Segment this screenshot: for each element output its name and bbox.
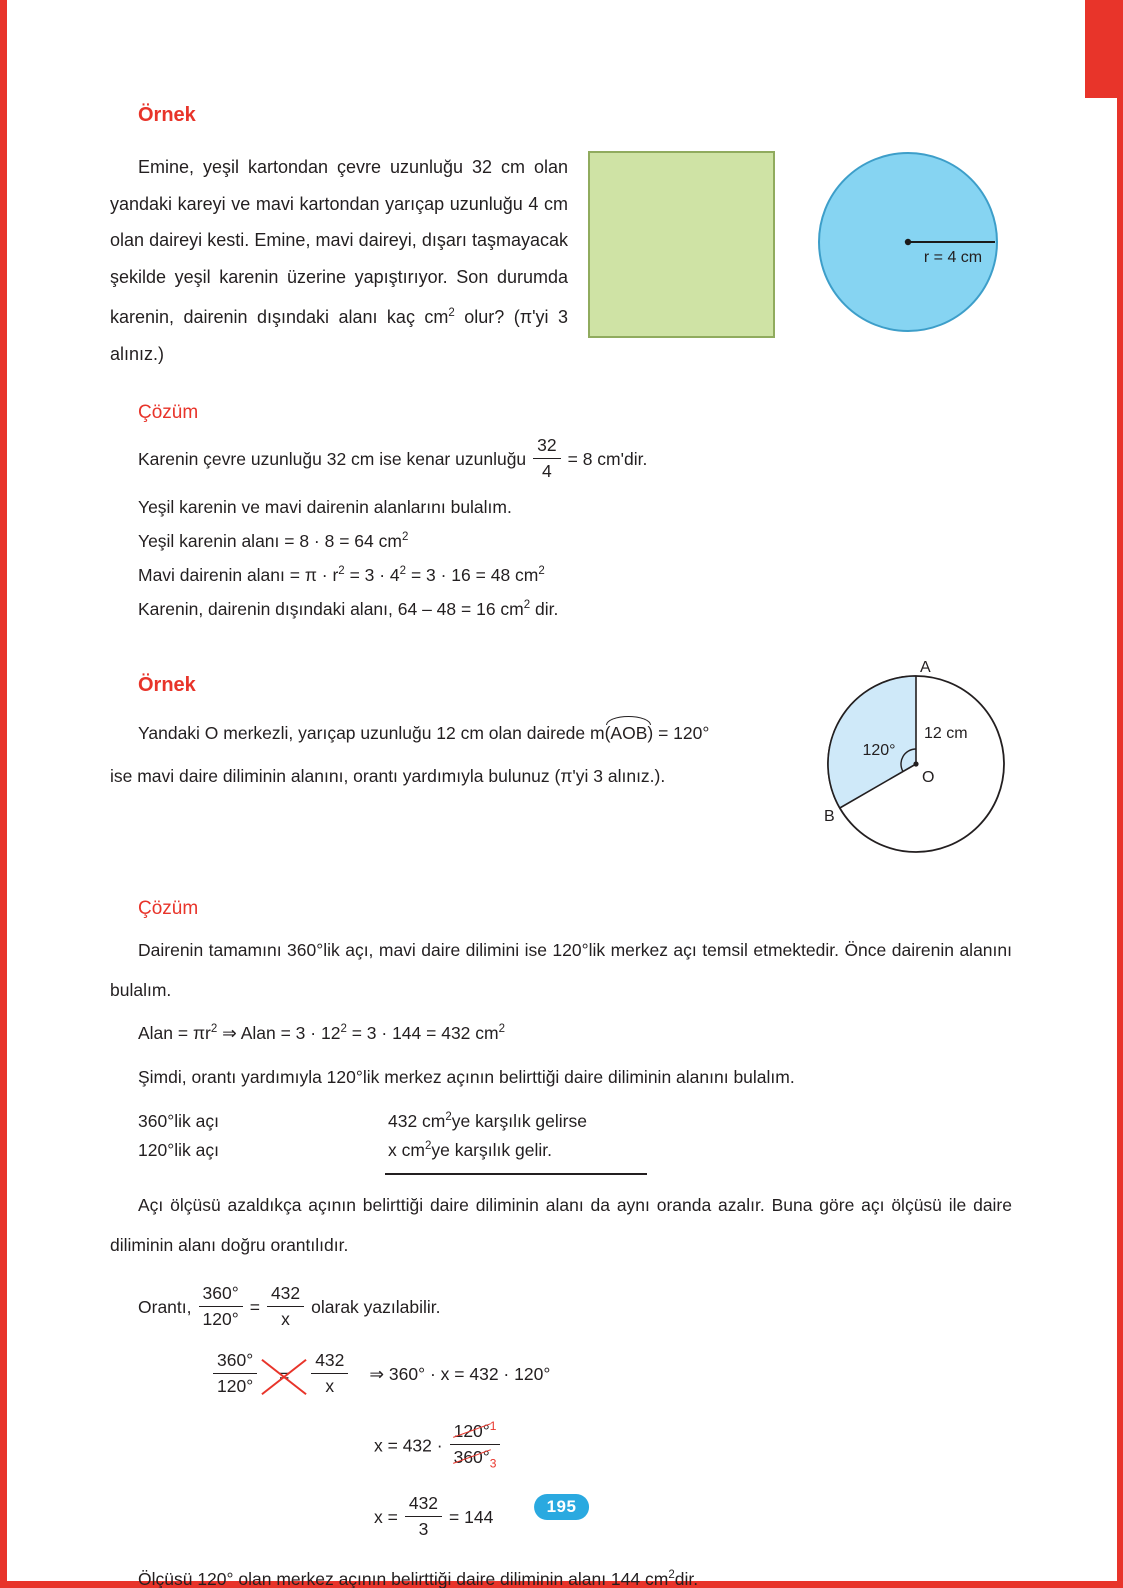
solution2-para2: Şimdi, orantı yardımıyla 120°lik merkez açının belirttiği daire diliminin alanını bulalım. bbox=[138, 1067, 795, 1087]
example1-heading: Örnek bbox=[138, 104, 196, 126]
sector-circle-figure bbox=[816, 658, 1016, 858]
fraction: $\frac{360^\circ}{120^\circ}$ bbox=[199, 1283, 243, 1330]
page-content bbox=[110, 0, 1012, 1588]
solution2-step2: x = $\frac{432}{3}$ = 144 bbox=[374, 1492, 494, 1539]
center-dot bbox=[905, 239, 911, 245]
left-edge-bar bbox=[0, 0, 7, 1588]
example1-paragraph: Emine, yeşil kartondan çevre uzunluğu 32 cm olan yandaki kareyi ve mavi kartondan yarıçap uzunluğu 4 cm olan daireyi kesti. Emine, mavi daireyi, dışarı taşmayacak şekilde yeşil karenin üzerine yapıştırıyor. Son durumda karenin, dairenin dışındaki alanı kaç $cm^2$ olur? (π'yi 3 alınız.) bbox=[110, 157, 569, 364]
fraction: $\frac{432}{x}$ bbox=[311, 1350, 348, 1397]
solution2-final: Ölçüsü 120° olan merkez açının belirttiği daire diliminin alanı 144 $cm^2dir$. bbox=[138, 1568, 699, 1588]
radius-label: r = 4 cm bbox=[923, 249, 983, 266]
proportion-table bbox=[138, 1111, 1012, 1175]
cross-multiplication-line: $\frac{360^\circ}{120^\circ}$ = $\frac{432}{x}$ ⇒ 360° · x = 432 · 120° bbox=[206, 1352, 1012, 1399]
green-square-figure bbox=[588, 151, 775, 338]
solution2-step1: x = 432 · $\frac{120^\circ^1}{360^\circ_3}$ bbox=[374, 1421, 1012, 1473]
fraction: $\frac{432}{3}$ bbox=[405, 1493, 442, 1540]
example2-line2: ise mavi daire diliminin alanını, orantı yardımıyla bulunuz (π'yi 3 alınız.). bbox=[110, 766, 666, 786]
cross-multiply-mark: = bbox=[264, 1355, 304, 1397]
blue-circle-figure bbox=[815, 149, 1001, 335]
arc-over-AOB: AOB bbox=[610, 723, 648, 743]
solution1-line4: Mavi dairenin alanı = $\pi \cdot r^2 = 3 \cdot 4^2 = 3 \cdot 16 = 48$ $cm^2$ bbox=[138, 565, 545, 585]
solution1-line2: Yeşil karenin ve mavi dairenin alanlarını bulalım. bbox=[138, 497, 512, 517]
solution1-heading: Çözüm bbox=[138, 402, 199, 423]
page-number-badge: 195 bbox=[534, 1494, 590, 1520]
radius-value-label: 12 cm bbox=[924, 725, 968, 742]
solution2-para1: Dairenin tamamını 360°lik açı, mavi daire dilimini ise 120°lik merkez açı temsil etmektedir. Önce dairenin alanını bulalım. bbox=[110, 940, 1012, 1000]
angle-value-label: 120° bbox=[862, 742, 896, 759]
cancelled-numerator: 120° bbox=[453, 1420, 490, 1441]
example1-block bbox=[110, 149, 1012, 372]
solution1-line1: Karenin çevre uzunluğu 32 cm ise kenar uzunluğu $\frac{32}{4}$ = 8 cm'dir. bbox=[138, 435, 648, 481]
proportion-row-2: 120°lik açı x $cm^2ye$ karşılık gelir. bbox=[138, 1140, 552, 1160]
proportion-underline bbox=[385, 1173, 647, 1175]
solution2-para3: Açı ölçüsü azaldıkça açının belirttiği daire diliminin alanı da aynı oranda azalır. Buna göre açı ölçüsü ile daire diliminin alanı doğru orantılıdır. bbox=[110, 1195, 1012, 1255]
example2-heading: Örnek bbox=[138, 674, 196, 696]
solution1-line5: Karenin, dairenin dışındaki alanı, 64 – 48 = 16 $cm^2$ dir. bbox=[138, 599, 559, 619]
fraction-cancelled bbox=[450, 1419, 501, 1471]
example2-line1: Yandaki O merkezli, yarıçap uzunluğu 12 cm olan dairede m(AOB) = 120° bbox=[138, 723, 710, 743]
right-edge-bar bbox=[1117, 0, 1123, 1588]
example2-block bbox=[110, 659, 1012, 886]
solution2-heading: Çözüm bbox=[138, 898, 199, 919]
fraction: $\frac{360^\circ}{120^\circ}$ bbox=[213, 1350, 257, 1397]
solution2-proportion-line: Orantı, $\frac{360^\circ}{120^\circ}$ = $\frac{432}{x}$ olarak yazılabilir. bbox=[138, 1283, 441, 1329]
cancelled-denominator: 360° bbox=[453, 1446, 490, 1467]
solution2-alan-line: Alan = $\pi r^2$ ⇒ Alan = $3 \cdot 12^2 = 3 \cdot 144 = 432$ $cm^2$ bbox=[138, 1023, 506, 1043]
cancel-result-denominator: 3 bbox=[489, 1456, 497, 1471]
solution1-line3: Yeşil karenin alanı = 8 · 8 = 64 $cm^2$ bbox=[138, 531, 409, 551]
cancel-result-numerator: 1 bbox=[489, 1419, 497, 1433]
proportion-row-1: 360°lik açı 432 $cm^2ye$ karşılık gelirse bbox=[138, 1111, 587, 1131]
center-point bbox=[913, 761, 918, 766]
point-b-label: B bbox=[824, 808, 835, 825]
fraction: $\frac{32}{4}$ bbox=[533, 435, 560, 482]
center-o-label: O bbox=[922, 769, 935, 786]
top-right-corner-block bbox=[1085, 0, 1123, 98]
point-a-label: A bbox=[920, 659, 931, 676]
fraction: $\frac{432}{x}$ bbox=[267, 1283, 304, 1330]
